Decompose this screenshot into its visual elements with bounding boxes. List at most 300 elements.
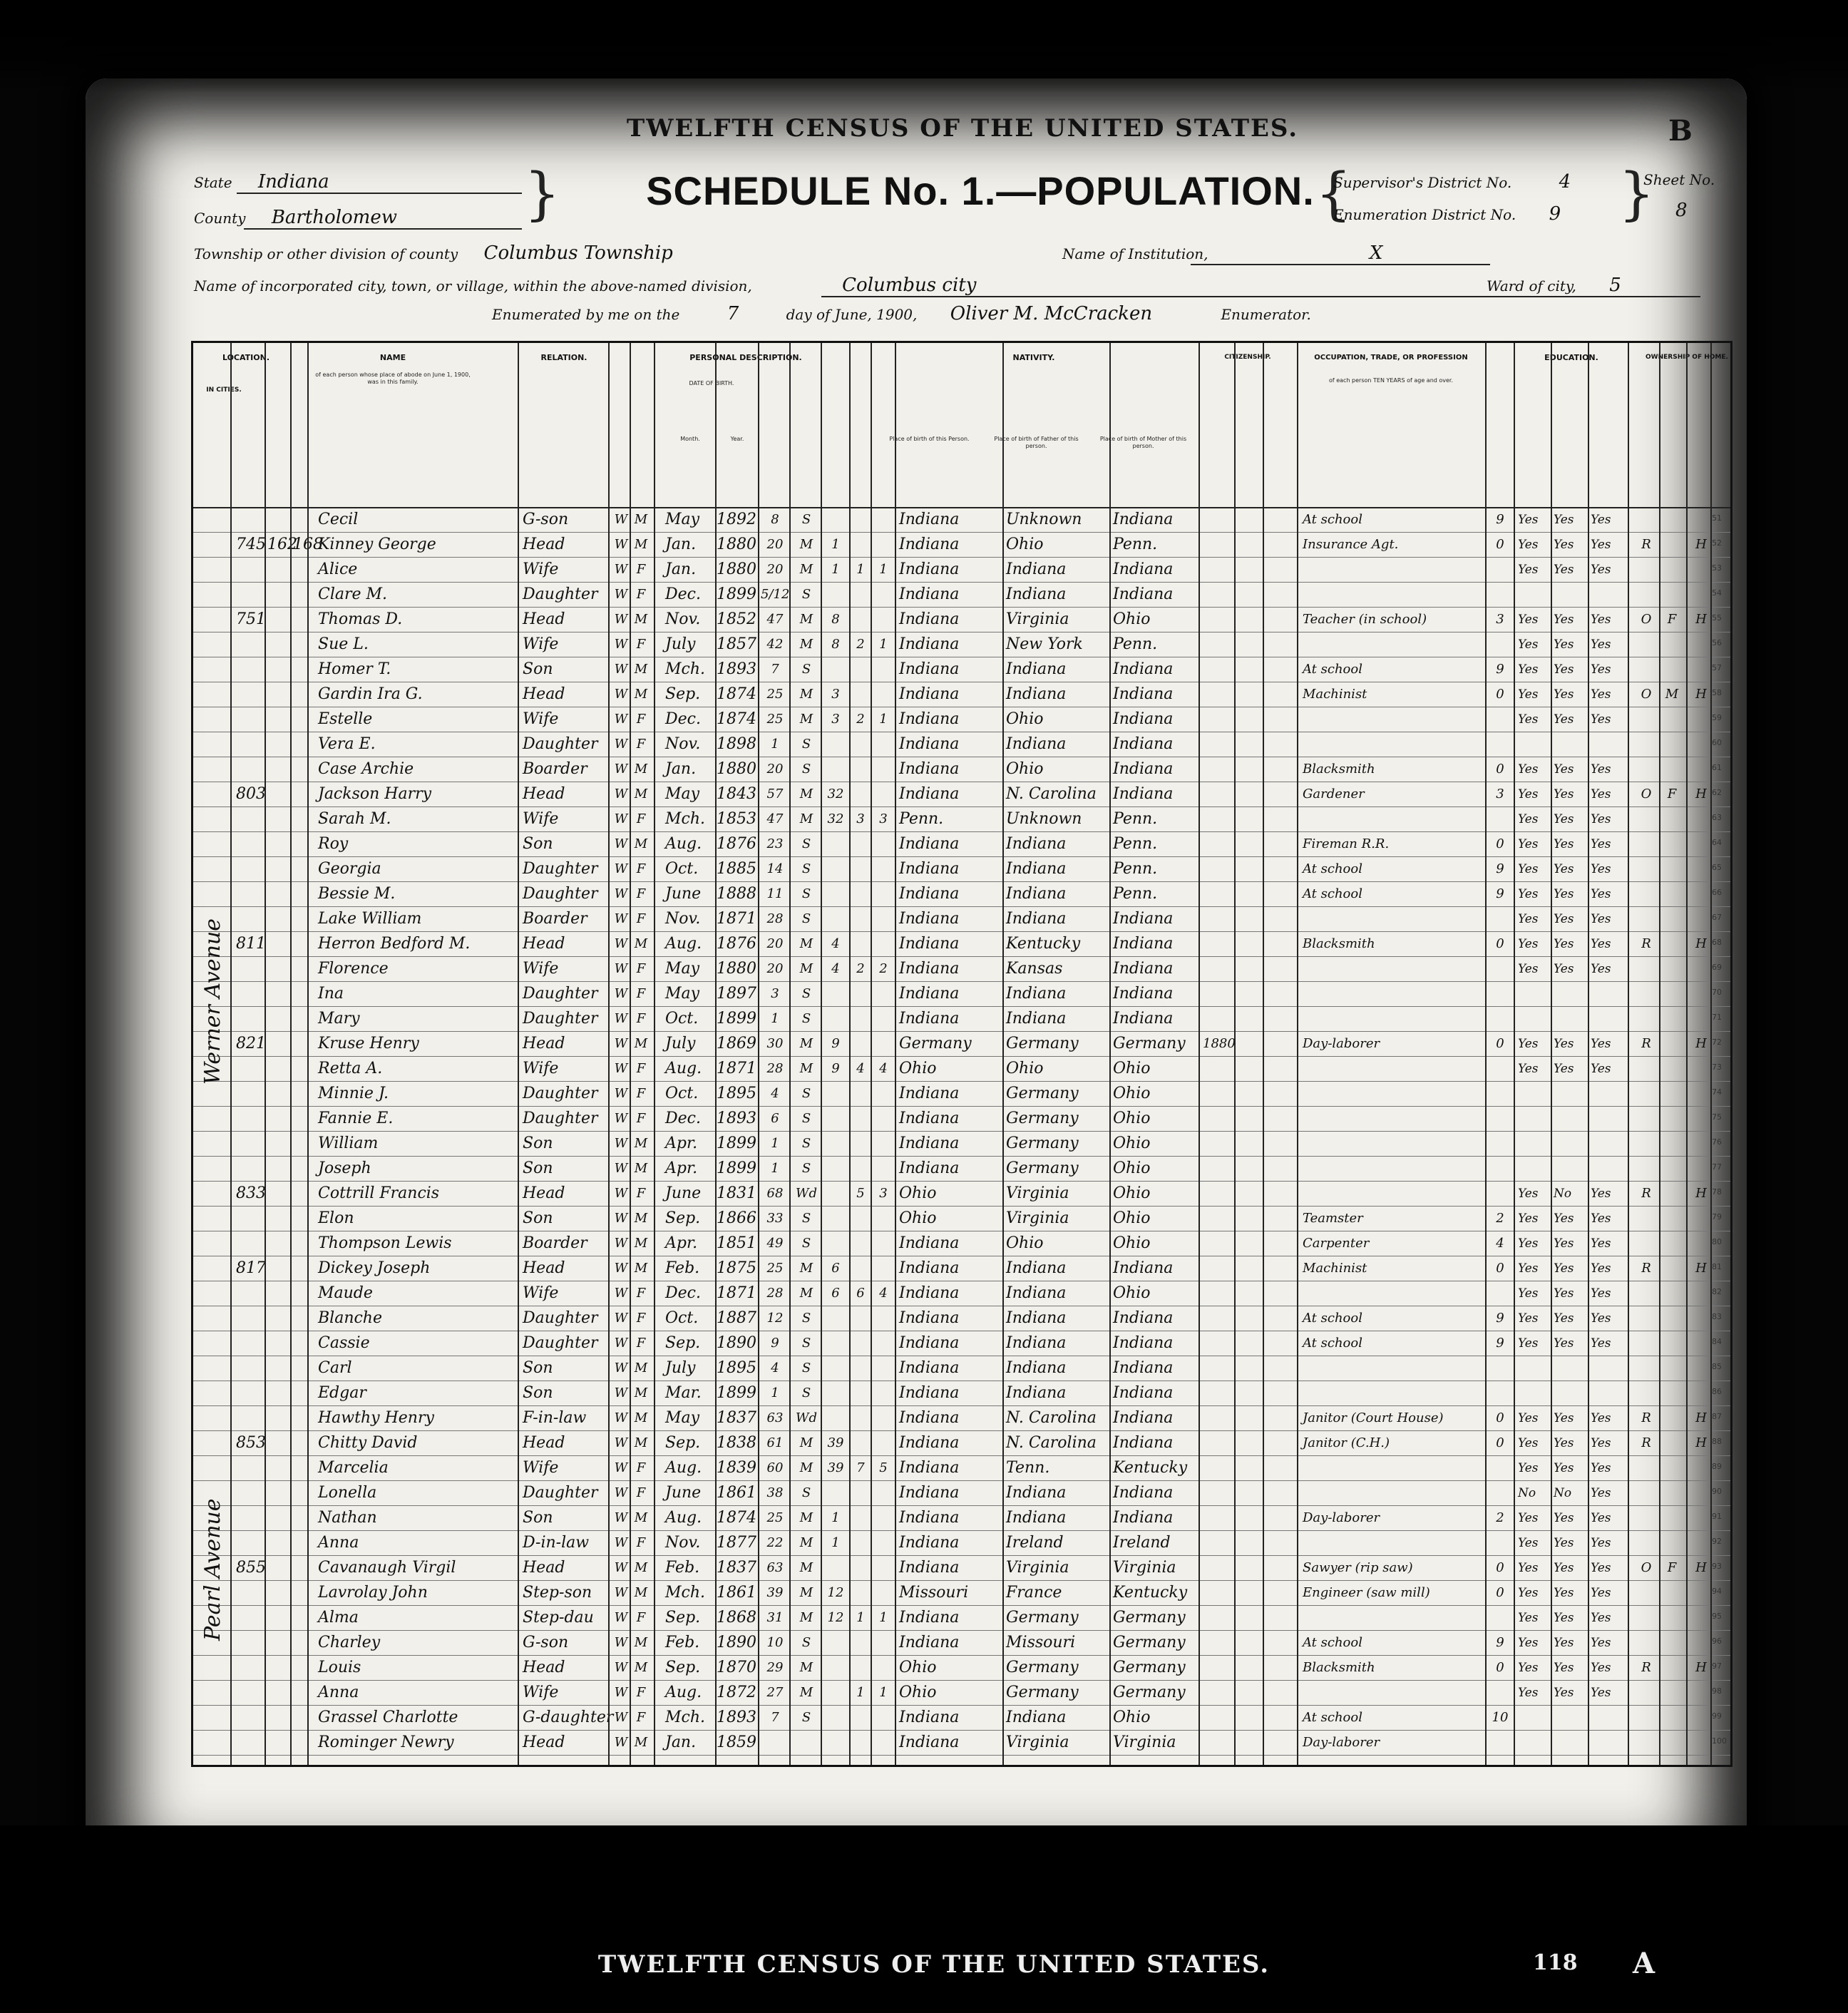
cell-marital: M [799, 1660, 813, 1675]
cell-birth: Indiana [899, 1609, 960, 1627]
line-number: 71 [1712, 1013, 1722, 1022]
cell-birth: Indiana [899, 1010, 960, 1028]
cell-age: 29 [766, 1660, 784, 1675]
cell-years-married: 6 [831, 1261, 840, 1276]
cell-mother: Indiana [1113, 1509, 1174, 1527]
cell-children-living: 1 [879, 637, 888, 652]
cell-marital: S [801, 1710, 811, 1725]
cell-english: Yes [1591, 1062, 1611, 1076]
cell-mother: Indiana [1113, 1484, 1174, 1502]
cell-write: Yes [1554, 1561, 1574, 1575]
cell-occupation: At school [1303, 861, 1362, 876]
cell-age: 57 [766, 787, 784, 801]
cell-marital: S [801, 512, 811, 527]
street-name-2: Pearl Avenue [200, 1498, 225, 1641]
cell-house: 803 [236, 785, 266, 803]
line-number: 77 [1712, 1162, 1722, 1172]
cell-father: N. Carolina [1006, 785, 1097, 803]
cell-children-living: 1 [879, 712, 888, 727]
cell-sex: F [636, 1710, 646, 1725]
table-row [193, 931, 1730, 956]
cell-months-school: 9 [1496, 1311, 1504, 1326]
cell-sex: M [634, 687, 648, 702]
cell-sex: M [634, 1261, 648, 1276]
table-row [193, 682, 1730, 707]
cell-relation: Head [523, 1184, 565, 1202]
cell-english: Yes [1591, 1536, 1611, 1550]
cell-father: France [1006, 1584, 1062, 1602]
cell-relation: Head [523, 610, 565, 628]
cell-write: Yes [1554, 1461, 1574, 1475]
table-row [193, 1356, 1730, 1381]
cell-english: Yes [1591, 1212, 1611, 1226]
cell-farm-house: H [1695, 1560, 1707, 1575]
cell-sex: M [634, 787, 648, 801]
cell-color: W [614, 1385, 628, 1400]
cell-age: 47 [766, 811, 784, 826]
cell-name: Roy [318, 835, 349, 853]
cell-color: W [614, 1610, 628, 1625]
cell-birth: Indiana [899, 1159, 960, 1177]
cell-months-school: 0 [1496, 1660, 1504, 1675]
cell-relation: G-son [523, 1634, 569, 1651]
cell-year: 1895 [717, 1085, 756, 1102]
cell-year: 1888 [717, 885, 756, 903]
cell-write: Yes [1554, 837, 1574, 851]
cell-birth: Indiana [899, 735, 960, 753]
cell-write: Yes [1554, 1586, 1574, 1600]
cell-english: Yes [1591, 1411, 1611, 1425]
cell-english: Yes [1591, 787, 1611, 801]
cell-father: Indiana [1006, 860, 1067, 878]
table-row [193, 507, 1730, 532]
cell-year: 1843 [717, 785, 756, 803]
cell-months-school: 0 [1496, 1435, 1504, 1450]
cell-english: Yes [1591, 1561, 1611, 1575]
header-year: Year. [730, 436, 744, 442]
enumeration-value: 9 [1549, 203, 1561, 225]
cell-year: 1874 [717, 685, 756, 703]
header-nativity-father: Place of birth of Father of this person. [994, 436, 1079, 449]
cell-years-married: 9 [831, 1036, 840, 1051]
cell-sex: F [636, 986, 646, 1001]
cell-name: Vera E. [318, 735, 376, 753]
cell-write: Yes [1554, 1336, 1574, 1351]
cell-year: 1874 [717, 710, 756, 728]
institution-label: Name of Institution, [1062, 245, 1208, 262]
table-row [193, 1705, 1730, 1730]
cell-color: W [614, 961, 628, 976]
cell-sex: M [634, 1136, 648, 1151]
cell-relation: Son [523, 835, 553, 853]
cell-name: Clare M. [318, 585, 388, 603]
table-row [193, 856, 1730, 881]
enumerated-field [492, 303, 1490, 324]
cell-color: W [614, 1261, 628, 1276]
cell-month: Jan. [665, 560, 697, 578]
cell-father: Indiana [1006, 1259, 1067, 1277]
cell-occupation: Gardener [1303, 787, 1365, 801]
cell-birth: Penn. [899, 810, 944, 828]
column-rule [608, 343, 610, 1765]
cell-month: Oct. [665, 1309, 699, 1327]
cell-years-married: 12 [827, 1610, 844, 1625]
cell-father: Germany [1006, 1134, 1079, 1152]
cell-sex: M [634, 1211, 648, 1226]
table-row [193, 1306, 1730, 1331]
cell-mother: Ohio [1113, 1060, 1151, 1077]
cell-years-married: 1 [831, 562, 840, 577]
line-number: 66 [1712, 888, 1722, 897]
cell-name: William [318, 1134, 379, 1152]
cell-father: Indiana [1006, 560, 1067, 578]
cell-year: 1870 [717, 1659, 756, 1676]
cell-color: W [614, 836, 628, 851]
table-row [193, 1181, 1730, 1206]
cell-relation: Wife [523, 960, 559, 978]
cell-birth: Indiana [899, 1634, 960, 1651]
line-number: 60 [1712, 738, 1722, 747]
cell-marital: S [801, 1336, 811, 1351]
cell-children-born: 6 [856, 1286, 865, 1301]
cell-birth: Indiana [899, 660, 960, 678]
cell-birth: Indiana [899, 835, 960, 853]
table-row [193, 1106, 1730, 1131]
cell-father: Indiana [1006, 985, 1067, 1003]
scan-border-top [0, 0, 1848, 93]
cell-color: W [614, 936, 628, 951]
cell-read: Yes [1518, 1611, 1539, 1625]
cell-months-school: 3 [1496, 787, 1504, 801]
cell-mother: Ohio [1113, 1209, 1151, 1227]
enumerated-suffix: day of June, 1900, [786, 306, 918, 323]
cell-birth: Ohio [899, 1209, 937, 1227]
cell-name: Anna [318, 1684, 359, 1701]
cell-father: Germany [1006, 1085, 1079, 1102]
cell-age: 8 [771, 512, 779, 527]
cell-relation: Head [523, 1559, 565, 1577]
cell-year: 1872 [717, 1684, 756, 1701]
cell-age: 42 [766, 637, 784, 652]
cell-write: Yes [1554, 787, 1574, 801]
cell-english: Yes [1591, 887, 1611, 901]
cell-age: 14 [766, 861, 784, 876]
cell-month: Oct. [665, 1010, 699, 1028]
cell-birth: Missouri [899, 1584, 969, 1602]
cell-years-married: 39 [827, 1435, 844, 1450]
cell-relation: Son [523, 1209, 553, 1227]
cell-name: Maude [318, 1284, 373, 1302]
cell-english: Yes [1591, 837, 1611, 851]
cell-occupation: Janitor (Court House) [1303, 1410, 1444, 1425]
cell-marital: M [799, 1435, 813, 1450]
header-month: Month. [680, 436, 700, 442]
cell-color: W [614, 1286, 628, 1301]
census-table [191, 341, 1732, 1767]
cell-english: Yes [1591, 637, 1611, 652]
column-rule [1710, 343, 1712, 1765]
cell-children-born: 7 [856, 1460, 865, 1475]
cell-marital: M [799, 1061, 813, 1076]
table-row [193, 607, 1730, 632]
cell-father: Ohio [1006, 1234, 1044, 1252]
cell-marital: S [801, 1311, 811, 1326]
cell-month: Oct. [665, 860, 699, 878]
cell-year: 1876 [717, 835, 756, 853]
cell-farm-house: H [1695, 1660, 1707, 1675]
cell-relation: Son [523, 660, 553, 678]
cell-sex: F [636, 562, 646, 577]
cell-mother: Ireland [1113, 1534, 1171, 1552]
line-number: 98 [1712, 1686, 1722, 1696]
cell-father: Germany [1006, 1035, 1079, 1052]
cell-name: Gardin Ira G. [318, 685, 423, 703]
cell-write: Yes [1554, 962, 1574, 976]
cell-month: Sep. [665, 1434, 701, 1452]
cell-read: Yes [1518, 1636, 1539, 1650]
cell-years-married: 1 [831, 1535, 840, 1550]
cell-name: Fannie E. [318, 1110, 394, 1127]
cell-occupation: Day-laborer [1303, 1510, 1380, 1525]
cell-name: Cavanaugh Virgil [318, 1559, 456, 1577]
cell-english: Yes [1591, 1311, 1611, 1326]
cell-name: Lavrolay John [318, 1584, 428, 1602]
table-row [193, 956, 1730, 981]
cell-month: July [665, 1359, 696, 1377]
cell-owned: R [1641, 936, 1651, 951]
cell-year: 1885 [717, 860, 756, 878]
cell-owned: R [1641, 537, 1651, 552]
cell-write: Yes [1554, 1611, 1574, 1625]
cell-mother: Germany [1113, 1684, 1186, 1701]
line-number: 90 [1712, 1487, 1722, 1496]
cell-mother: Germany [1113, 1659, 1186, 1676]
column-rule [758, 343, 759, 1765]
cell-father: Virginia [1006, 1733, 1069, 1751]
cell-birth: Ohio [899, 1684, 937, 1701]
cell-children-living: 4 [879, 1061, 888, 1076]
cell-english: Yes [1591, 1511, 1611, 1525]
cell-relation: Head [523, 785, 565, 803]
column-rule [1514, 343, 1515, 1765]
cell-farm-house: H [1695, 1435, 1707, 1450]
table-row [193, 981, 1730, 1006]
cell-father: Ohio [1006, 1060, 1044, 1077]
cell-mother: Ohio [1113, 1085, 1151, 1102]
column-rule [1234, 343, 1236, 1765]
cell-occupation: Machinist [1303, 1261, 1367, 1276]
cell-read: Yes [1518, 1461, 1539, 1475]
cell-house: 855 [236, 1559, 266, 1577]
cell-marital: S [801, 1385, 811, 1400]
cell-farm-house: H [1695, 687, 1707, 702]
cell-year: 1838 [717, 1434, 756, 1452]
cell-father: Germany [1006, 1159, 1079, 1177]
row-rule [193, 1755, 1730, 1756]
line-number: 73 [1712, 1062, 1722, 1072]
cell-occupation: Janitor (C.H.) [1303, 1435, 1390, 1450]
cell-month: May [665, 1409, 700, 1427]
cell-write: Yes [1554, 1436, 1574, 1450]
cell-color: W [614, 1435, 628, 1450]
cell-english: Yes [1591, 962, 1611, 976]
cell-mortgage: F [1667, 787, 1677, 801]
cell-year: 1861 [717, 1584, 756, 1602]
cell-age: 47 [766, 612, 784, 627]
table-row [193, 532, 1730, 557]
cell-birth: Indiana [899, 1309, 960, 1327]
cell-color: W [614, 1685, 628, 1700]
cell-read: Yes [1518, 1212, 1539, 1226]
line-number: 57 [1712, 663, 1722, 672]
next-page-letter: A [1633, 1947, 1655, 1980]
cell-sex: F [636, 1685, 646, 1700]
line-number: 67 [1712, 913, 1722, 922]
cell-mother: Ohio [1113, 1110, 1151, 1127]
cell-father: Germany [1006, 1609, 1079, 1627]
line-number: 91 [1712, 1512, 1722, 1521]
cell-months-school: 4 [1496, 1236, 1504, 1251]
enumeration-field [1333, 203, 1633, 225]
cell-sex: F [636, 637, 646, 652]
institution-field [1062, 242, 1490, 264]
column-rule [1588, 343, 1589, 1765]
column-rule [1628, 343, 1629, 1765]
cell-relation: Head [523, 935, 565, 953]
cell-month: Nov. [665, 735, 701, 753]
street-name-1: Werner Avenue [200, 918, 225, 1085]
line-number: 97 [1712, 1661, 1722, 1671]
cell-mother: Indiana [1113, 1259, 1174, 1277]
cell-read: Yes [1518, 787, 1539, 801]
cell-year: 1899 [717, 585, 756, 603]
cell-birth: Indiana [899, 560, 960, 578]
cell-marital: M [799, 787, 813, 801]
cell-farm-house: H [1695, 936, 1707, 951]
cell-month: June [665, 1184, 702, 1202]
cell-relation: Son [523, 1134, 553, 1152]
cell-years-married: 39 [827, 1460, 844, 1475]
cell-owned: R [1641, 1036, 1651, 1051]
cell-sex: F [636, 1460, 646, 1475]
cell-years-married: 32 [827, 811, 844, 826]
cell-age: 20 [766, 961, 784, 976]
cell-year: 1871 [717, 910, 756, 928]
cell-write: No [1554, 1486, 1572, 1500]
cell-name: Hawthy Henry [318, 1409, 434, 1427]
cell-mother: Indiana [1113, 1334, 1174, 1352]
ward-label: Ward of city, [1487, 277, 1576, 294]
column-rule [789, 343, 791, 1765]
cell-age: 28 [766, 1061, 784, 1076]
cell-month: June [665, 1484, 702, 1502]
cell-color: W [614, 737, 628, 752]
cell-occupation: Fireman R.R. [1303, 836, 1390, 851]
city-label: Name of incorporated city, town, or village, within the above-named division, [194, 277, 752, 294]
cell-age: 3 [771, 986, 779, 1001]
cell-age: 38 [766, 1485, 784, 1500]
cell-mother: Penn. [1113, 635, 1158, 653]
cell-color: W [614, 562, 628, 577]
cell-write: Yes [1554, 1686, 1574, 1700]
cell-read: Yes [1518, 1536, 1539, 1550]
cell-birth: Indiana [899, 1284, 960, 1302]
cell-birth: Ohio [899, 1659, 937, 1676]
cell-sex: M [634, 1161, 648, 1176]
cell-year: 1890 [717, 1334, 756, 1352]
cell-english: Yes [1591, 912, 1611, 926]
line-number: 74 [1712, 1087, 1722, 1097]
cell-month: Mch. [665, 1709, 706, 1726]
cell-father: Missouri [1006, 1634, 1076, 1651]
enumeration-label: Enumeration District No. [1333, 206, 1516, 223]
township-field [194, 242, 1049, 264]
cell-children-born: 5 [856, 1186, 865, 1201]
column-rule [654, 343, 655, 1765]
cell-write: Yes [1554, 1536, 1574, 1550]
cell-father: Indiana [1006, 1334, 1067, 1352]
table-row [193, 1655, 1730, 1680]
cell-marital: S [801, 911, 811, 926]
cell-father: Ohio [1006, 536, 1044, 553]
cell-sex: M [634, 1510, 648, 1525]
cell-year: 1837 [717, 1559, 756, 1577]
cell-age: 25 [766, 712, 784, 727]
cell-name: Georgia [318, 860, 381, 878]
county-value: Bartholomew [271, 207, 397, 228]
cell-house: 817 [236, 1259, 266, 1277]
column-rule [715, 343, 717, 1765]
cell-mother: Virginia [1113, 1559, 1176, 1577]
scan-border-bottom [0, 1825, 1848, 2013]
cell-color: W [614, 662, 628, 677]
cell-month: Mch. [665, 810, 706, 828]
cell-father: Indiana [1006, 735, 1067, 753]
cell-color: W [614, 1211, 628, 1226]
cell-age: 25 [766, 687, 784, 702]
cell-relation: Head [523, 1259, 565, 1277]
cell-sex: M [634, 662, 648, 677]
cell-year: 1880 [717, 560, 756, 578]
sheet-letter: B [1668, 114, 1693, 148]
header-occupation: OCCUPATION, TRADE, OR PROFESSION [1314, 354, 1468, 362]
cell-marital: M [799, 1460, 813, 1475]
cell-children-living: 1 [879, 1685, 888, 1700]
cell-father: Germany [1006, 1110, 1079, 1127]
header-citizenship: CITIZENSHIP. [1224, 354, 1271, 361]
line-number: 93 [1712, 1562, 1722, 1571]
cell-months-school: 0 [1496, 1410, 1504, 1425]
cell-month: Mar. [665, 1384, 702, 1402]
cell-read: Yes [1518, 637, 1539, 652]
cell-relation: Daughter [523, 585, 598, 603]
cell-birth: Indiana [899, 1459, 960, 1477]
cell-father: Ohio [1006, 760, 1044, 778]
cell-english: Yes [1591, 1286, 1611, 1301]
cell-year: 1874 [717, 1509, 756, 1527]
cell-read: Yes [1518, 687, 1539, 702]
line-number: 89 [1712, 1462, 1722, 1471]
cell-marital: S [801, 1136, 811, 1151]
cell-marital: M [799, 612, 813, 627]
cell-months-school: 0 [1496, 762, 1504, 777]
cell-month: Aug. [665, 1684, 702, 1701]
line-number: 79 [1712, 1212, 1722, 1221]
cell-name: Kinney George [318, 536, 436, 553]
cell-sex: M [634, 537, 648, 552]
cell-english: Yes [1591, 563, 1611, 577]
column-rule [849, 343, 851, 1765]
